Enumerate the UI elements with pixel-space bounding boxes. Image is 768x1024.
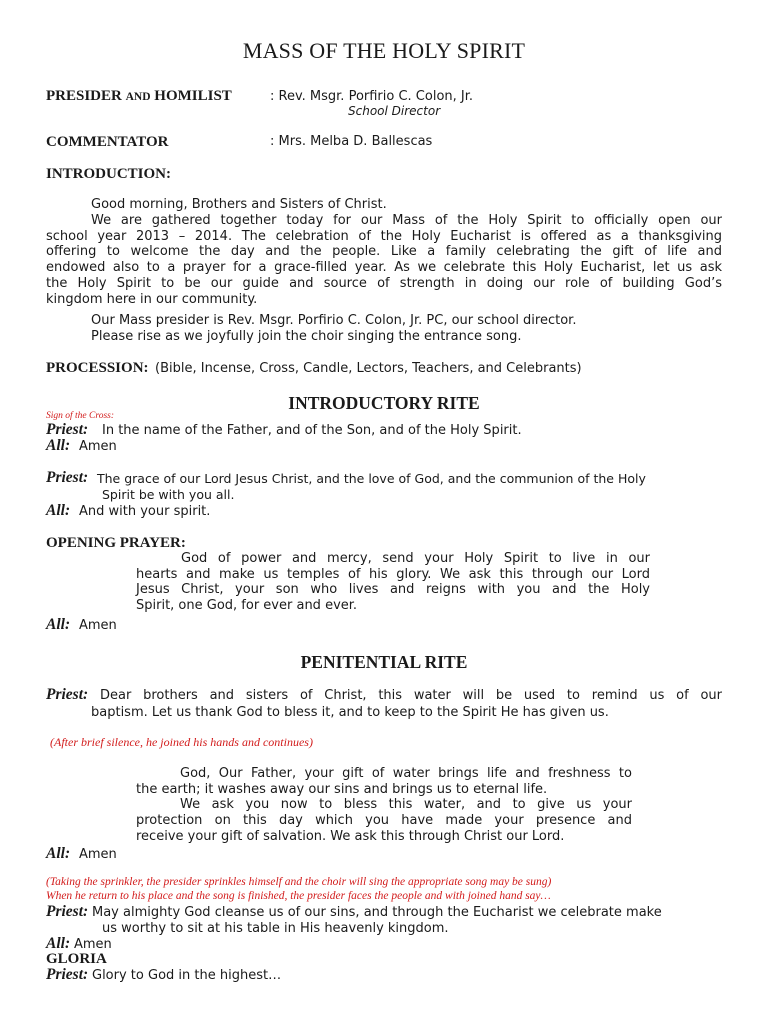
gloria-line: Glory to God in the highest… <box>92 968 282 983</box>
commentator-value: : Mrs. Melba D. Ballescas <box>270 134 433 149</box>
all-label: All: <box>46 437 71 454</box>
priest-line: In the name of the Father, and of the Son, and of the Holy Spirit. <box>102 423 522 438</box>
blessing-prayer-text: God, Our Father, your gift of water brings life and freshness to the earth; it washes away our sins and brings us to eternal life. We ask you now to bless this water, and to give us your protection on this day which you have made your presence and receive your gift of salvation. We ask this through Christ our Lord. <box>136 766 632 844</box>
all-response: Amen <box>79 439 117 454</box>
all-label: All: <box>46 616 71 633</box>
priest-label: Priest: <box>46 686 89 703</box>
priest-line: Dear brothers and sisters of Christ, this water will be used to remind us of our <box>100 688 722 703</box>
presider-role: School Director <box>348 104 441 118</box>
priest-label: Priest: <box>46 469 89 486</box>
presider-value: : Rev. Msgr. Porfirio C. Colon, Jr. <box>270 89 474 104</box>
procession-label: PROCESSION: <box>46 360 149 376</box>
priest-line-cont: Spirit be with you all. <box>102 487 235 502</box>
introduction-heading: INTRODUCTION: <box>46 166 172 182</box>
sign-of-cross-note: Sign of the Cross: <box>46 411 114 421</box>
procession-text: (Bible, Incense, Cross, Candle, Lectors, Teachers, and Celebrants) <box>155 361 582 376</box>
rubric-note: (Taking the sprinkler, the presider sprinkles himself and the choir will sing the appropriate song may be sung) <box>46 876 552 888</box>
introduction-paragraph: We are gathered together today for our Mass of the Holy Spirit to officially open our school year 2013 – 2014. The celebration of the Holy Eucharist is offered as a thanksgiving offering to welcome the day and the people. Like a family celebrating the gift of life and endowed also to a prayer for a grace-filled year. As we celebrate this Holy Eucharist, let us ask the Holy Spirit to be our guide and source of strength in doing our role of building God’s kingdom here in our community. <box>46 213 722 307</box>
rubric-note: When he return to his place and the song is finished, the presider faces the people and with joined hand say… <box>46 890 551 902</box>
presider-label: PRESIDER AND HOMILIST <box>46 88 232 104</box>
priest-label: Priest: <box>46 966 89 983</box>
all-label: All: <box>46 845 71 862</box>
opening-prayer-text: God of power and mercy, send your Holy Spirit to live in our hearts and make us temples of his glory. We ask this through our Lord Jesus Christ, your son who lives and reigns with you and the Holy Spirit, one God, for ever and ever. <box>136 551 650 614</box>
introduction-greeting: Good morning, Brothers and Sisters of Christ. <box>91 197 387 212</box>
introduction-presider-line: Our Mass presider is Rev. Msgr. Porfirio C. Colon, Jr. PC, our school director. <box>91 313 577 328</box>
opening-prayer-heading: OPENING PRAYER: <box>46 535 186 551</box>
priest-line: May almighty God cleanse us of our sins, and through the Eucharist we celebrate make <box>92 905 662 920</box>
all-response: Amen <box>79 618 117 633</box>
all-response: And with your spirit. <box>79 504 211 519</box>
introduction-rise-line: Please rise as we joyfully join the choir singing the entrance song. <box>91 329 522 344</box>
priest-label: Priest: <box>46 421 89 438</box>
priest-line-cont: baptism. Let us thank God to bless it, and to keep to the Spirit He has given us. <box>91 705 609 720</box>
gloria-heading: GLORIA <box>46 951 107 967</box>
introductory-rite-heading: INTRODUCTORY RITE <box>288 393 480 413</box>
page-title: MASS OF THE HOLY SPIRIT <box>242 38 526 63</box>
penitential-rite-heading: PENITENTIAL RITE <box>300 652 468 672</box>
priest-line-cont: us worthy to sit at his table in His heavenly kingdom. <box>102 921 449 936</box>
rubric-note: (After brief silence, he joined his hands and continues) <box>50 735 313 749</box>
priest-line: The grace of our Lord Jesus Christ, and the love of God, and the communion of the Holy <box>97 471 646 486</box>
all-label: All: <box>46 502 71 519</box>
all-response: Amen <box>74 937 112 952</box>
all-response: Amen <box>79 847 117 862</box>
commentator-label: COMMENTATOR <box>46 134 169 150</box>
priest-label: Priest: <box>46 903 89 920</box>
all-label: All: <box>46 935 71 952</box>
